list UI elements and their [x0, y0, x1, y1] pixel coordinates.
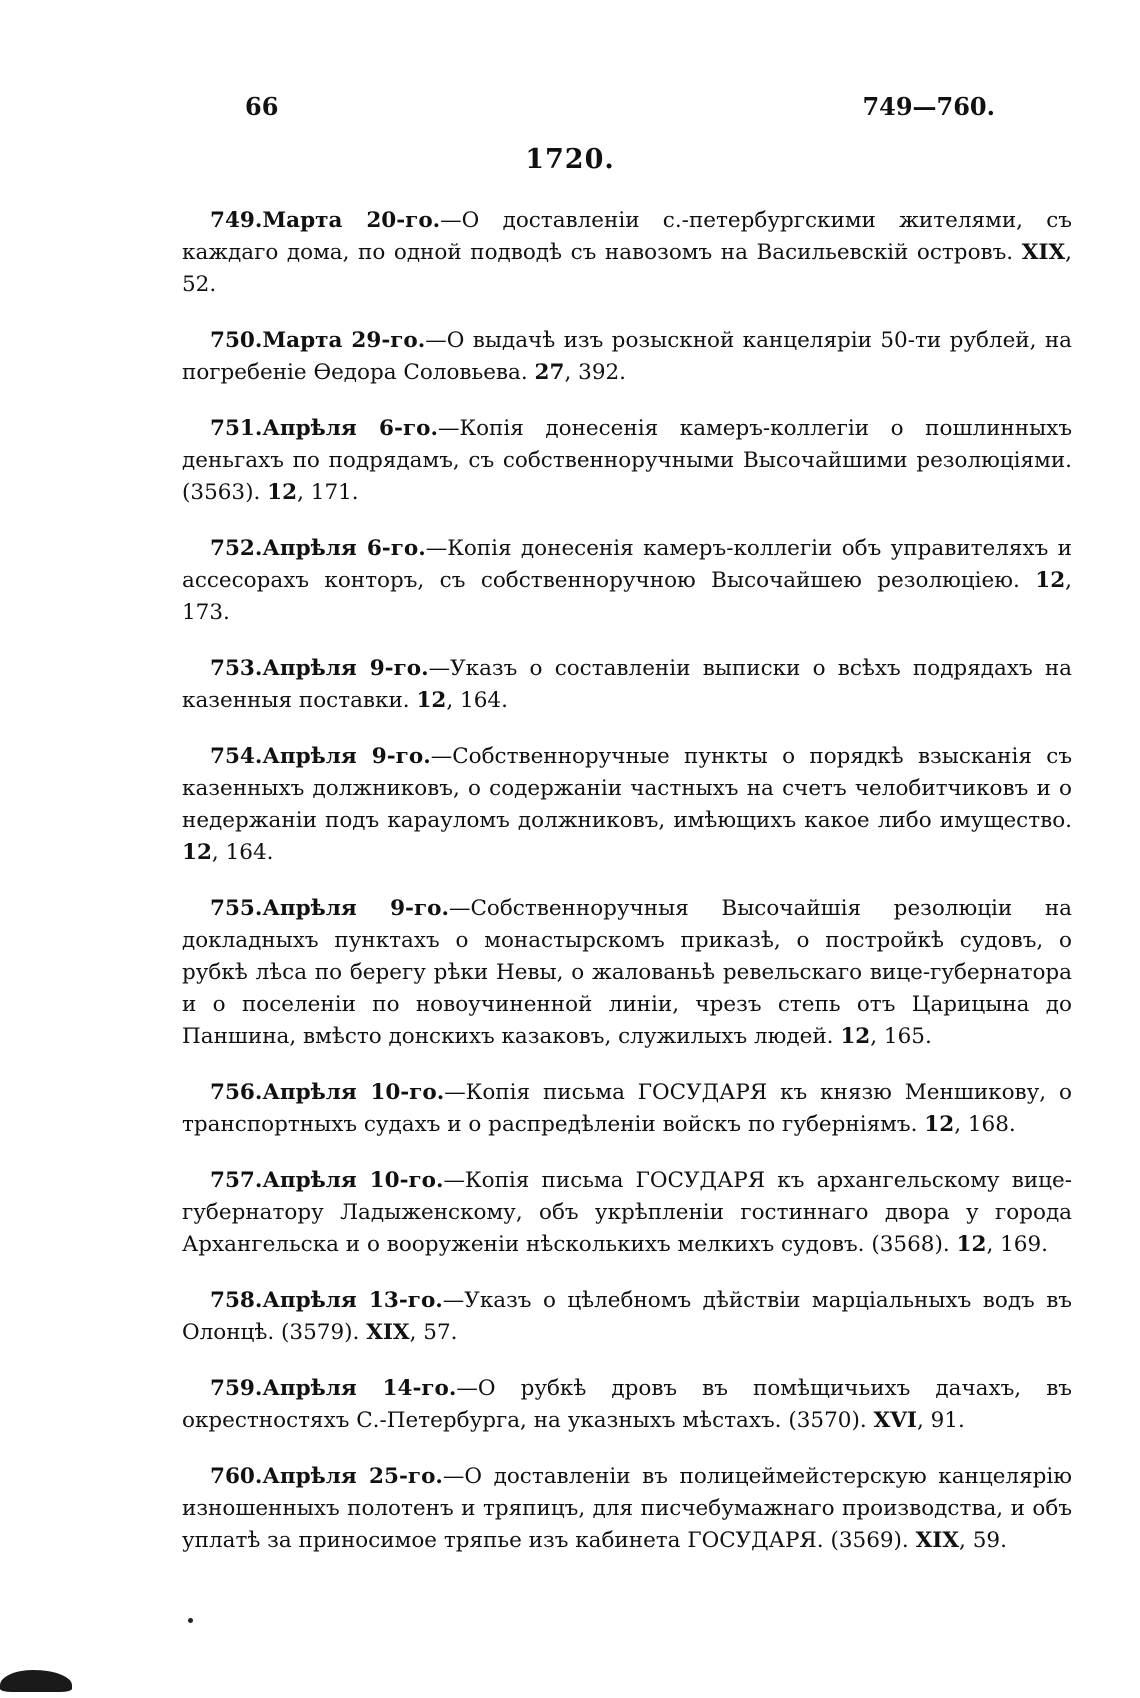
entry-page: , 91.	[916, 1408, 965, 1433]
entry-volume: XIX	[915, 1528, 960, 1553]
entry-date: Апрѣля 6-го.	[262, 416, 438, 441]
entry-date: Марта 20-го.	[262, 208, 441, 233]
entry-759	[182, 1373, 1072, 1437]
entry-date: Апрѣля 14-го.	[262, 1376, 457, 1401]
entry-volume: 12	[840, 1024, 871, 1049]
entry-volume: XVI	[873, 1408, 917, 1433]
entry-volume: 12	[416, 688, 447, 713]
entry-number: 751.	[210, 416, 263, 441]
entry-750	[182, 325, 1072, 389]
entry-text: —О доставленіи въ полицеймейстерскую канцелярію изношенныхъ полотенъ и тряпицъ, для писчебумажнаго производства, и объ уплатѣ за приносимое тряпье изъ кабинета ГОСУДАРЯ. (3569).	[182, 1464, 1072, 1553]
entry-date: Апрѣля 9-го.	[262, 656, 429, 681]
entry-757	[182, 1165, 1072, 1261]
entry-text: —Копія донесенія камеръ-коллегіи о пошлинныхъ деньгахъ по подрядамъ, съ собственноручными Высочайшими резолюціями. (3563).	[182, 416, 1073, 505]
entry-number: 755.	[210, 896, 263, 921]
entry-758	[182, 1285, 1072, 1349]
entry-volume: XIX	[366, 1320, 410, 1345]
entry-volume: 12	[267, 480, 298, 505]
entry-date: Апрѣля 10-го.	[262, 1168, 444, 1193]
running-head	[245, 92, 995, 132]
entry-volume: 12	[956, 1232, 987, 1257]
entry-755	[182, 893, 1072, 1053]
entry-page: , 165.	[870, 1024, 932, 1049]
entry-page: , 392.	[564, 360, 627, 385]
entry-756	[182, 1077, 1072, 1141]
entry-number: 754.	[210, 744, 263, 769]
entry-volume: 12	[1035, 568, 1066, 593]
entry-number: 757.	[210, 1168, 263, 1193]
stray-dot	[188, 1618, 193, 1623]
entry-text: —О доставленіи с.-петербургскими жителями, съ каждаго дома, по одной подводѣ съ навозомъ на Васильевскій островъ.	[182, 208, 1072, 265]
entry-page: , 164.	[211, 840, 274, 865]
page-number: 66	[245, 92, 279, 121]
year-heading: 1720.	[525, 144, 615, 175]
entry-753	[182, 653, 1072, 717]
entry-text: —Собственноручныя Высочайшія резолюціи на докладныхъ пунктахъ о монастырскомъ приказѣ, о постройкѣ судовъ, о рубкѣ лѣса по берегу рѣки Невы, о жалованьѣ ревельскаго вице-губернатора и о поселеніи по новоучиненной линіи, чрезъ степь отъ Царицына до Паншина, вмѣсто донскихъ казаковъ, служилыхъ людей.	[182, 896, 1072, 1049]
entry-text: —Собственноручные пункты о порядкѣ взысканія съ казенныхъ должниковъ, о содержаніи частныхъ на счетъ челобитчиковъ и о недержаніи подъ карауломъ должниковъ, имѣющихъ какое либо имущество.	[182, 744, 1072, 833]
entry-number: 750.	[210, 328, 263, 353]
entry-volume: 12	[182, 840, 212, 865]
entry-text: —О выдачѣ изъ розыскной канцеляріи 50-ти рублей, на погребеніе Ѳедора Соловьева.	[182, 328, 1072, 385]
entry-page: , 173.	[182, 568, 1072, 625]
entry-date: Апрѣля 25-го.	[262, 1464, 443, 1489]
entry-text: —Копія донесенія камеръ-коллегіи объ управителяхъ и ассесорахъ конторъ, съ собственноручною Высочайшею резолюціею.	[182, 536, 1072, 593]
entry-text: —Копія письма ГОСУДАРЯ къ архангельскому вице-губернатору Ладыженскому, объ укрѣпленіи гостиннаго двора у города Архангельска и о вооруженіи нѣсколькихъ мелкихъ судовъ. (3568).	[182, 1168, 1072, 1257]
entry-text: —Копія письма ГОСУДАРЯ къ князю Меншикову, о транспортныхъ судахъ и о распредѣленіи войскъ по губерніямъ.	[182, 1080, 1072, 1137]
entry-page: , 169.	[986, 1232, 1048, 1257]
entry-749	[182, 205, 1072, 301]
entry-number: 760.	[210, 1464, 263, 1489]
entry-number: 752.	[210, 536, 263, 561]
entry-date: Апрѣля 10-го.	[262, 1080, 445, 1105]
entries-list	[182, 205, 1072, 1581]
entry-754	[182, 741, 1072, 869]
entry-range: 749—760.	[862, 92, 995, 121]
entry-volume: 27	[534, 360, 565, 385]
entry-date: Апрѣля 9-го.	[262, 744, 431, 769]
entry-text: —Указъ о цѣлебномъ дѣйствіи марціальныхъ водъ въ Олонцѣ. (3579).	[182, 1288, 1072, 1345]
entry-760	[182, 1461, 1072, 1557]
entry-date: Апрѣля 9-го.	[262, 896, 449, 921]
entry-number: 756.	[210, 1080, 263, 1105]
entry-752	[182, 533, 1072, 629]
entry-751	[182, 413, 1072, 509]
entry-date: Апрѣля 6-го.	[262, 536, 426, 561]
ink-blot	[0, 1670, 72, 1692]
entry-page: , 164.	[446, 688, 508, 713]
entry-page: , 168.	[954, 1112, 1016, 1137]
entry-volume: XIX	[1021, 240, 1066, 265]
entry-number: 758.	[210, 1288, 263, 1313]
entry-number: 759.	[210, 1376, 263, 1401]
entry-volume: 12	[924, 1112, 955, 1137]
entry-page: , 171.	[297, 480, 359, 505]
entry-date: Марта 29-го.	[262, 328, 426, 353]
entry-date: Апрѣля 13-го.	[262, 1288, 443, 1313]
entry-number: 753.	[210, 656, 263, 681]
entry-page: , 59.	[959, 1528, 1007, 1553]
entry-page: , 52.	[182, 240, 1072, 297]
entry-text: —О рубкѣ дровъ въ помѣщичьихъ дачахъ, въ окрестностяхъ С.-Петербурга, на указныхъ мѣстахъ. (3570).	[182, 1376, 1072, 1433]
entry-page: , 57.	[409, 1320, 458, 1345]
entry-text: —Указъ о составленіи выписки о всѣхъ подрядахъ на казенныя поставки.	[182, 656, 1073, 713]
entry-number: 749.	[210, 208, 263, 233]
